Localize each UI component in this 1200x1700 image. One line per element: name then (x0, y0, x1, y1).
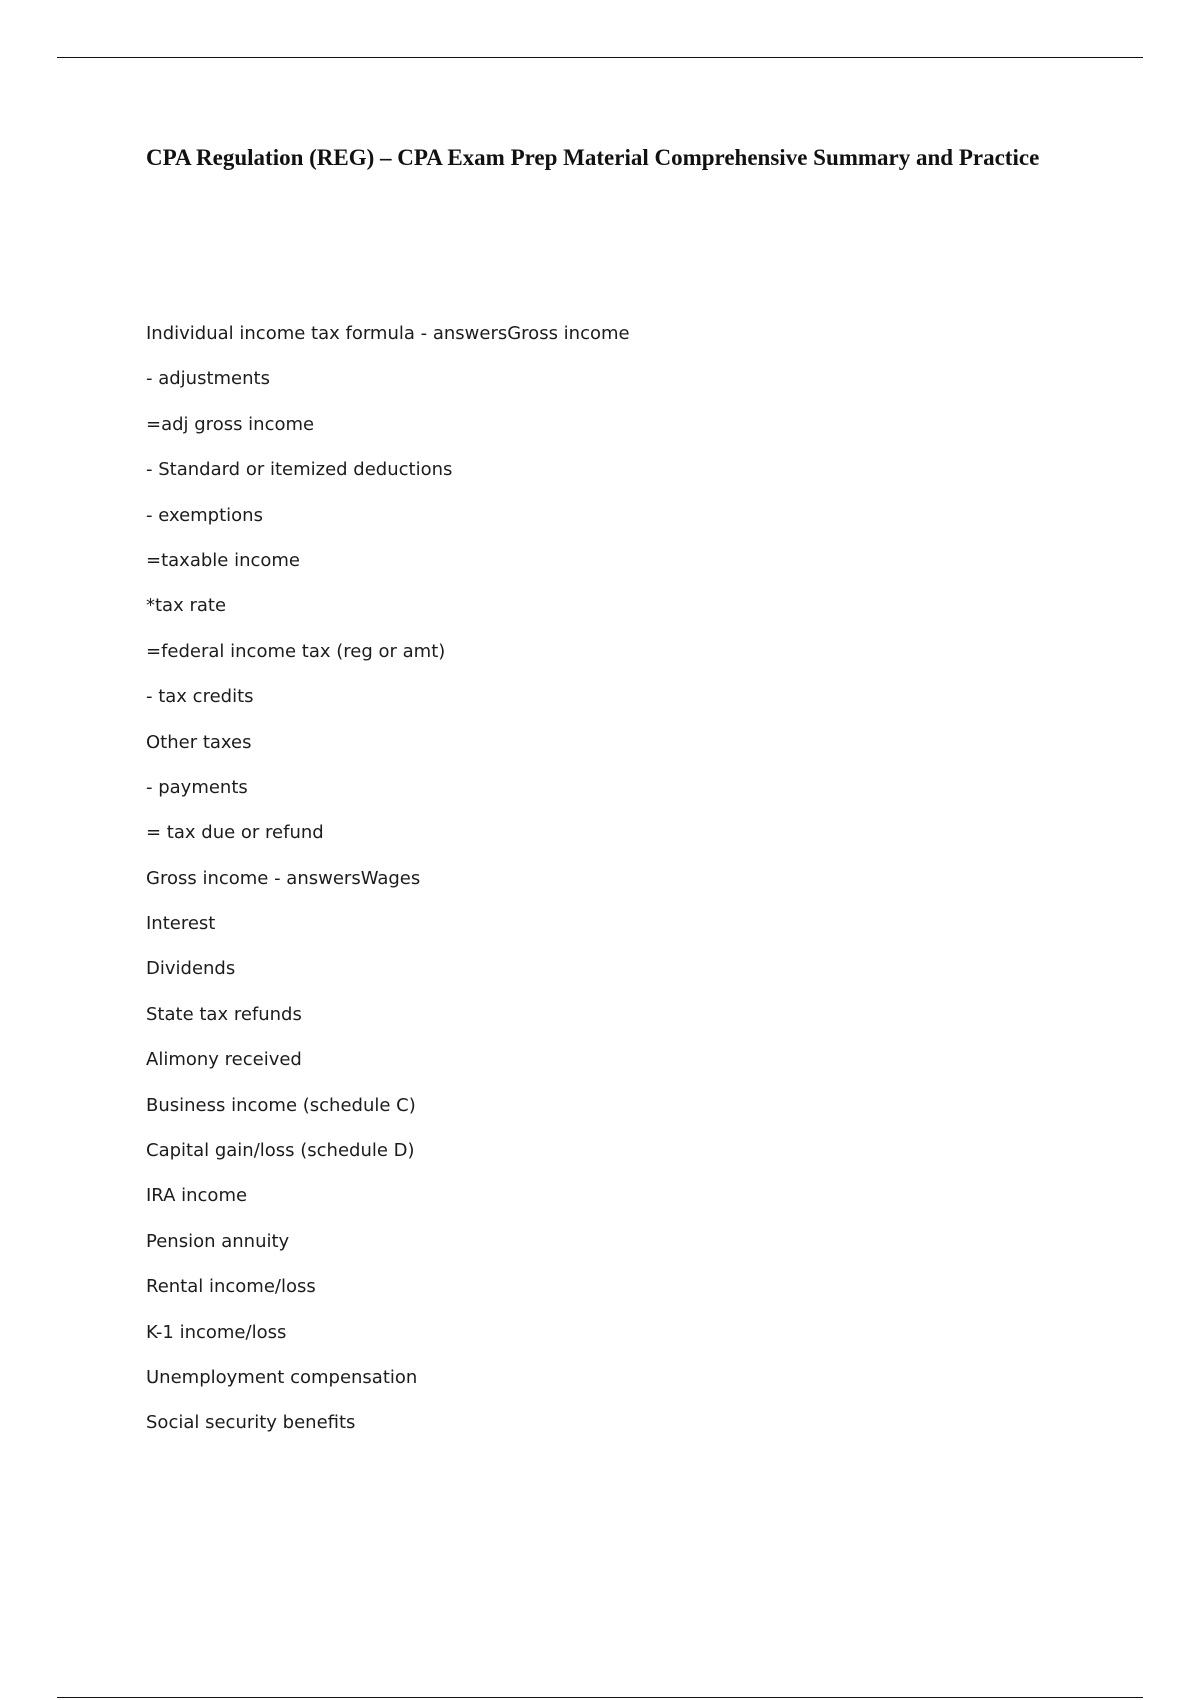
text-line: IRA income (146, 1185, 248, 1207)
footer-rule (57, 1697, 1143, 1698)
text-line: Pension annuity (146, 1230, 290, 1252)
content-lines (146, 320, 630, 1455)
text-line: Capital gain/loss (schedule D) (146, 1140, 415, 1162)
text-line: - payments (146, 776, 248, 798)
text-line: Social security benefits (146, 1412, 356, 1434)
text-line: Gross income - answersWages (146, 867, 421, 889)
text-line: *tax rate (146, 595, 227, 617)
text-line: = tax due or refund (146, 822, 324, 844)
text-line: - tax credits (146, 686, 254, 708)
text-line: =federal income tax (reg or amt) (146, 640, 446, 662)
text-line: - exemptions (146, 504, 263, 526)
text-line: K-1 income/loss (146, 1321, 287, 1343)
header-rule (57, 57, 1143, 58)
text-line: Individual income tax formula - answersGross income (146, 323, 630, 344)
document-title: CPA Regulation (REG) – CPA Exam Prep Material Comprehensive Summary and Practice (146, 145, 1040, 170)
text-line: =taxable income (146, 549, 301, 571)
text-line: Rental income/loss (146, 1276, 316, 1298)
text-line: - adjustments (146, 368, 270, 390)
text-line: - Standard or itemized deductions (146, 459, 453, 481)
text-line: Alimony received (146, 1049, 302, 1071)
text-line: Business income (schedule C) (146, 1094, 416, 1116)
text-line: Interest (146, 913, 216, 935)
text-line: Dividends (146, 958, 236, 980)
text-line: =adj gross income (146, 413, 315, 435)
text-line: State tax refunds (146, 1003, 302, 1025)
text-line: Other taxes (146, 731, 252, 753)
text-line: Unemployment compensation (146, 1366, 418, 1388)
